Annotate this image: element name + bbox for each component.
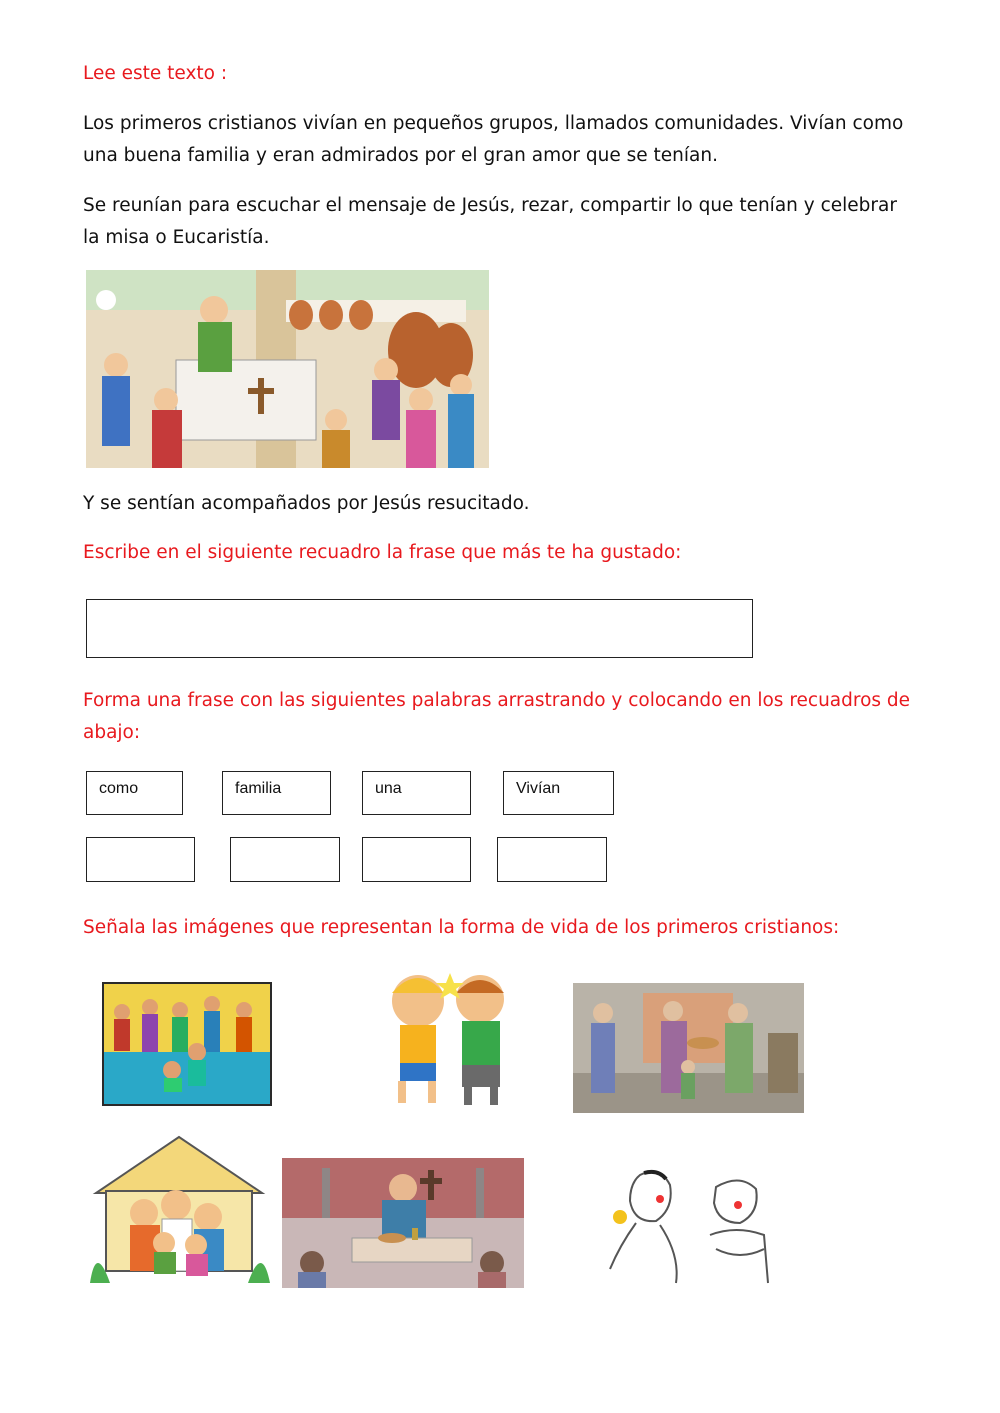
word-tile-una[interactable]: una <box>362 771 471 815</box>
instruction-read: Lee este texto : <box>83 63 228 84</box>
drop-slot-3[interactable] <box>362 837 471 882</box>
drop-slot-1[interactable] <box>86 837 195 882</box>
option-family-hug-image[interactable] <box>86 1133 272 1288</box>
drop-slot-2[interactable] <box>230 837 340 882</box>
option-sharing-bread-image[interactable] <box>573 983 804 1113</box>
paragraph-2-line-1: Se reunían para escuchar el mensaje de Jesús, rezar, compartir lo que tenían y celebrar <box>83 195 897 216</box>
word-tile-familia[interactable]: familia <box>222 771 331 815</box>
instruction-build-line-2: abajo: <box>83 722 141 743</box>
community-eucharist-image <box>86 270 489 468</box>
option-jesus-eucharist-image[interactable] <box>282 1158 524 1288</box>
instruction-write: Escribe en el siguiente recuadro la frase que más te ha gustado: <box>83 542 682 563</box>
option-children-refusing-image[interactable] <box>600 1165 778 1287</box>
paragraph-3: Y se sentían acompañados por Jesús resucitado. <box>83 493 530 514</box>
word-tile-como[interactable]: como <box>86 771 183 815</box>
instruction-build-line-1: Forma una frase con las siguientes palabras arrastrando y colocando en los recuadros de <box>83 690 911 711</box>
paragraph-1-line-2: una buena familia y eran admirados por el gran amor que se tenían. <box>83 145 718 166</box>
instruction-select: Señala las imágenes que representan la forma de vida de los primeros cristianos: <box>83 917 840 938</box>
word-tile-vivian[interactable]: Vivían <box>503 771 614 815</box>
option-baptism-image[interactable] <box>102 982 272 1106</box>
drop-slot-4[interactable] <box>497 837 607 882</box>
option-children-fighting-image[interactable] <box>376 963 524 1111</box>
favorite-sentence-input[interactable] <box>86 599 753 658</box>
paragraph-1-line-1: Los primeros cristianos vivían en pequeños grupos, llamados comunidades. Vivían como <box>83 113 904 134</box>
paragraph-2-line-2: la misa o Eucaristía. <box>83 227 270 248</box>
